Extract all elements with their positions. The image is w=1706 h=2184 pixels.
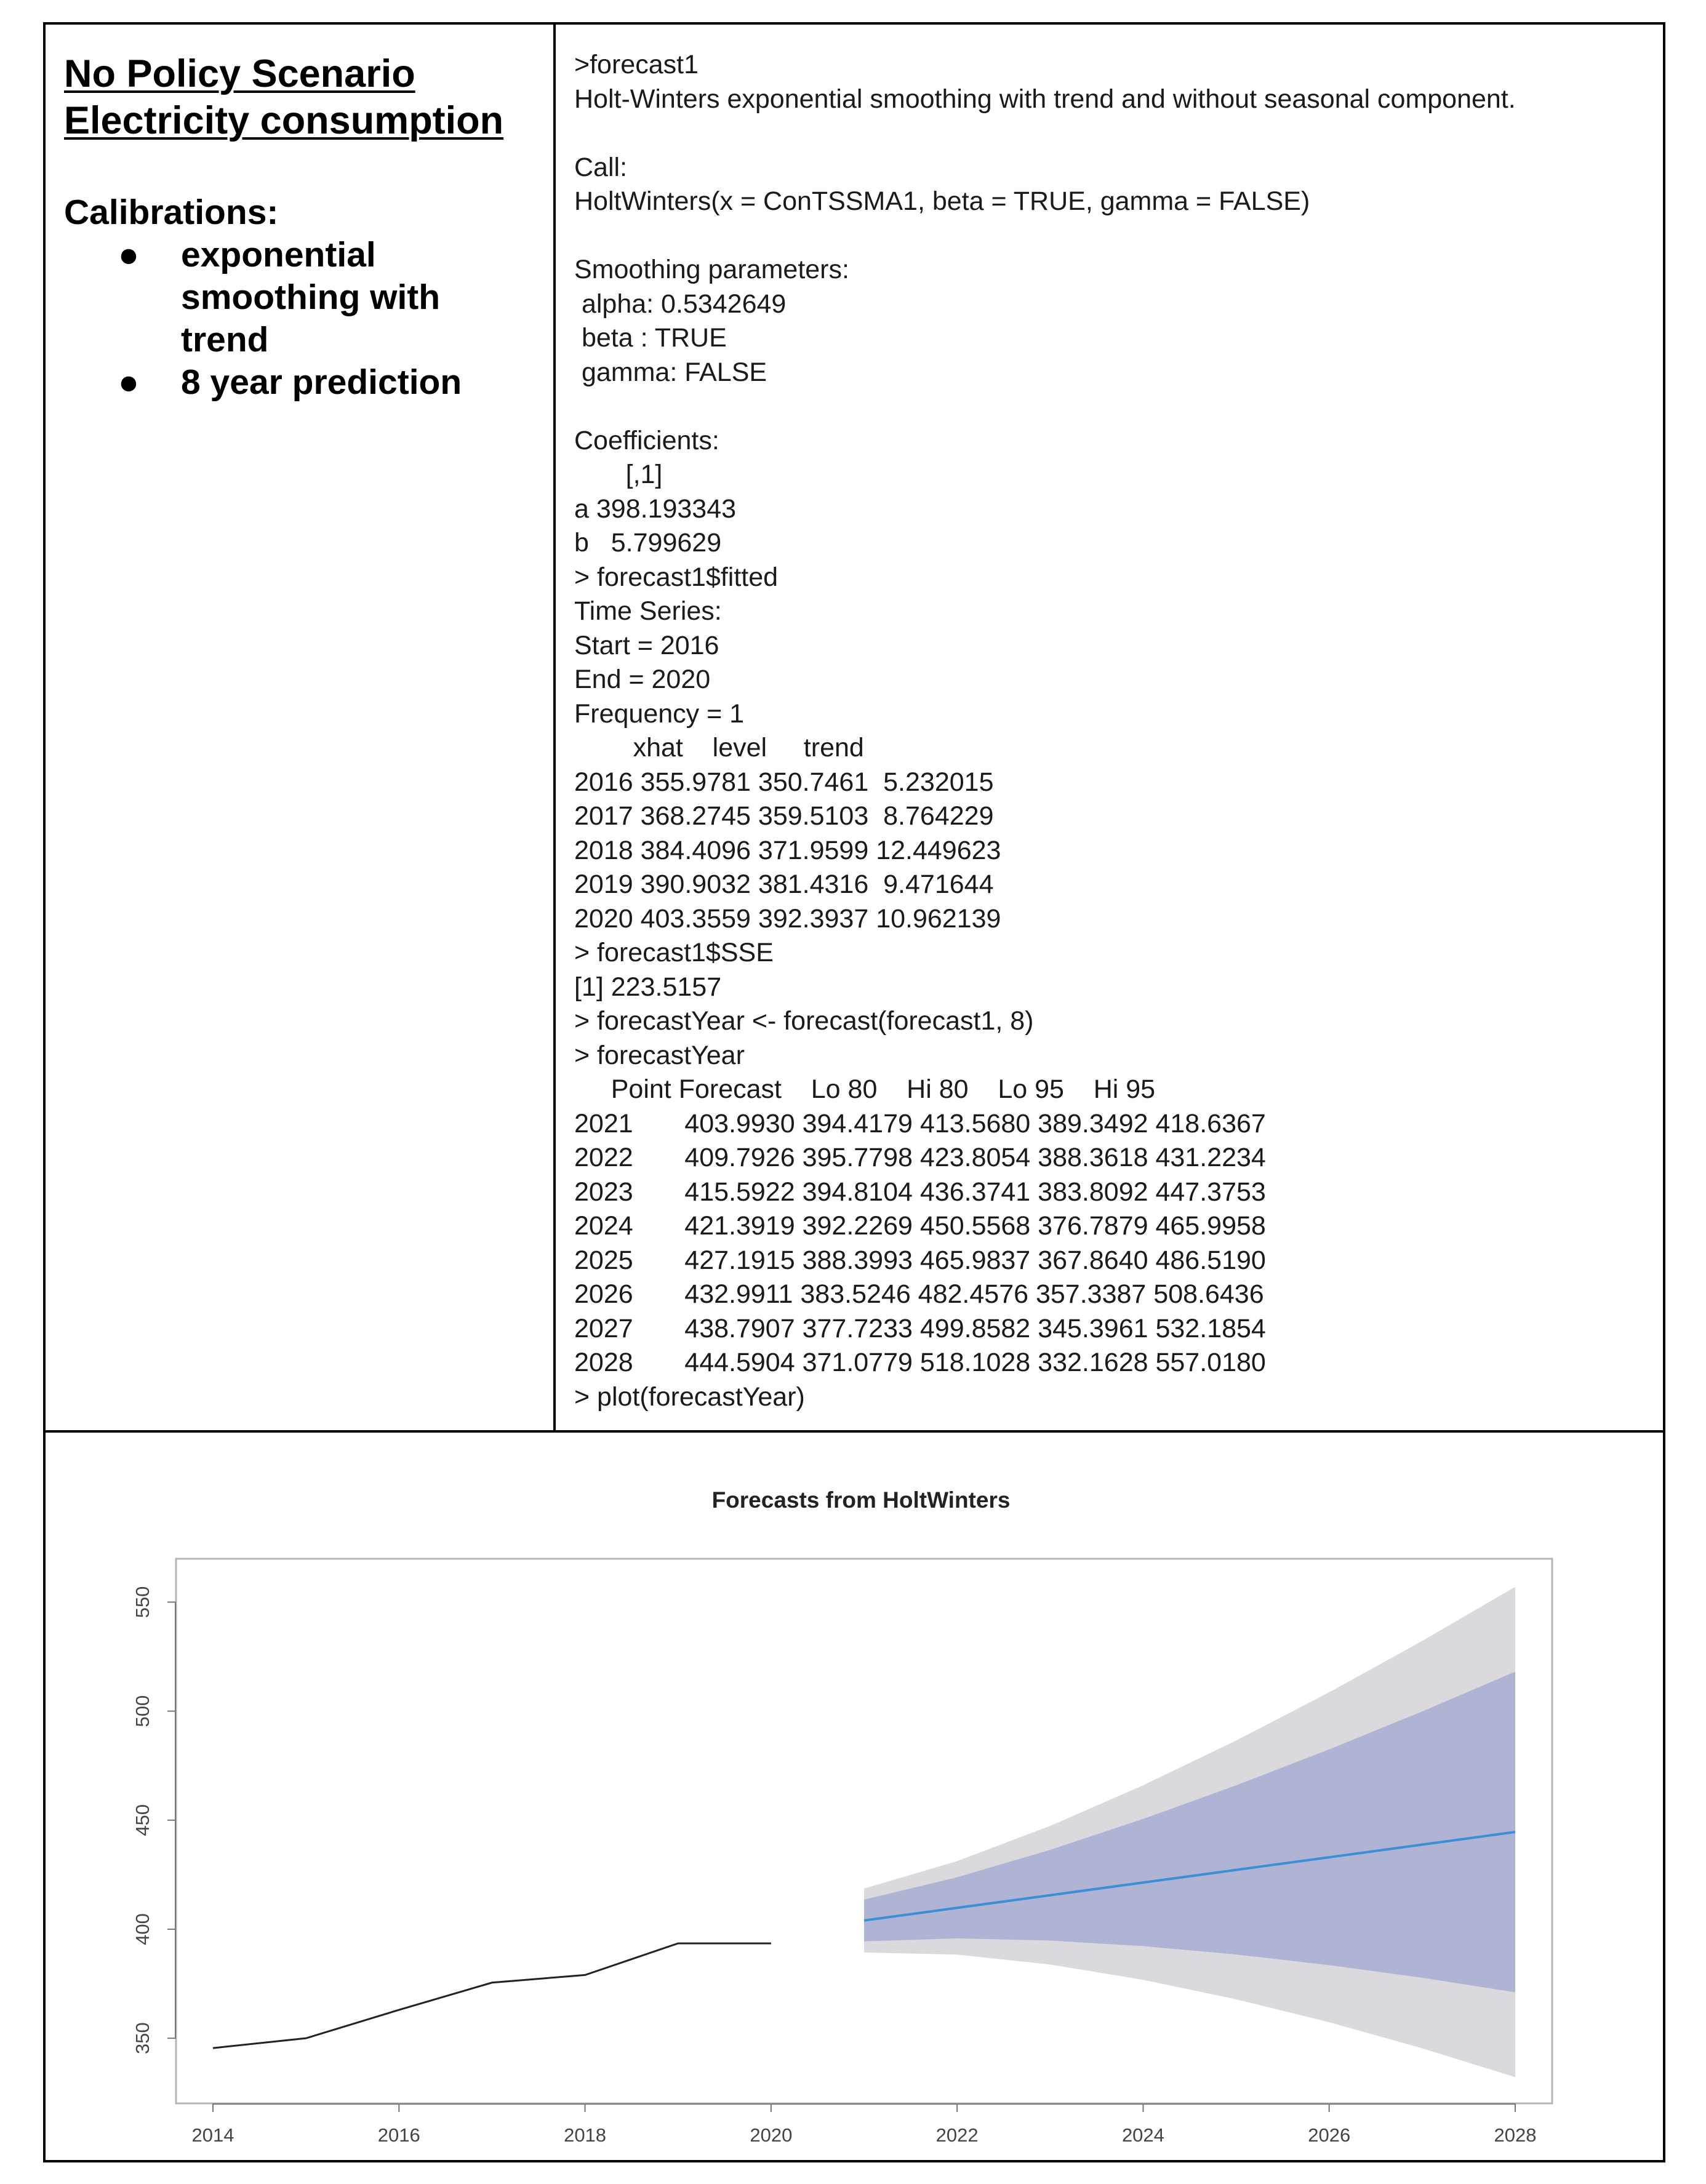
y-tick-label: 550 — [132, 1586, 153, 1618]
bullet-icon: ● — [118, 362, 140, 402]
console-line: alpha: 0.5342649 — [574, 289, 787, 319]
console-line: 2028 444.5904 371.0779 518.1028 332.1628 557.0180 — [574, 1348, 1266, 1377]
x-tick-label: 2018 — [564, 2124, 607, 2146]
console-line: 2025 427.1915 388.3993 465.9837 367.8640 486.5190 — [574, 1245, 1266, 1275]
console-line — [574, 219, 1657, 254]
list-item — [116, 234, 547, 361]
console-line: Point Forecast Lo 80 Hi 80 Lo 95 Hi 95 — [574, 1074, 1156, 1104]
calibration-text: smoothing with — [181, 278, 441, 317]
x-tick-label: 2028 — [1494, 2124, 1537, 2146]
console-line: [1] 223.5157 — [574, 972, 722, 1002]
x-tick-label: 2016 — [377, 2124, 420, 2146]
console-line: > forecast1$fitted — [574, 562, 779, 592]
console-line: Smoothing parameters: — [574, 255, 849, 284]
console-line: 2017 368.2745 359.5103 8.764229 — [574, 801, 994, 831]
console-line: a 398.193343 — [574, 494, 737, 524]
scenario-title-line1: No Policy Scenario — [64, 52, 415, 95]
console-line: 2020 403.3559 392.3937 10.962139 — [574, 903, 1001, 934]
console-line: 2022 409.7926 395.7798 423.8054 388.3618 431.2234 — [574, 1143, 1266, 1172]
calibration-text: trend — [181, 320, 269, 359]
console-line: Time Series: — [574, 596, 722, 626]
history-series-line — [213, 1943, 771, 2048]
console-line: 2021 403.9930 394.4179 413.5680 389.3492 418.6367 — [574, 1108, 1266, 1138]
console-line: >forecast1 — [574, 50, 699, 79]
document-table — [43, 22, 1665, 2162]
scenario-cell — [46, 25, 556, 1430]
console-line: 2018 384.4096 371.9599 12.449623 — [574, 835, 1001, 865]
y-tick-label: 350 — [132, 2022, 153, 2054]
calibration-text: 8 year prediction — [181, 362, 462, 402]
console-line: 2027 438.7907 377.7233 499.8582 345.3961 532.1854 — [574, 1313, 1266, 1343]
scenario-title-line2: Electricity consumption — [64, 99, 504, 142]
y-tick-label: 400 — [132, 1913, 153, 1945]
console-line: 2026 432.9911 383.5246 482.4576 357.3387 508.6436 — [574, 1279, 1264, 1309]
console-line: Holt-Winters exponential smoothing with trend and without seasonal component. — [574, 84, 1516, 114]
calibrations-heading: Calibrations: — [64, 193, 279, 232]
console-line — [574, 116, 1657, 151]
x-tick-label: 2026 — [1308, 2124, 1351, 2146]
console-line: gamma: FALSE — [574, 357, 767, 387]
console-line: 2023 415.5922 394.8104 436.3741 383.8092 447.3753 — [574, 1177, 1266, 1207]
console-cell — [556, 25, 1663, 1430]
console-line: xhat level trend — [574, 733, 864, 762]
console-line: Call: — [574, 152, 628, 182]
console-line: 2019 390.9032 381.4316 9.471644 — [574, 870, 994, 899]
console-line: > forecastYear — [574, 1040, 745, 1070]
console-line — [574, 390, 1657, 424]
console-line: Coefficients: — [574, 425, 719, 455]
console-line: b 5.799629 — [574, 528, 722, 558]
chart-title: Forecasts from HoltWinters — [711, 1487, 1011, 1513]
bullet-icon: ● — [118, 235, 140, 274]
console-line: Frequency = 1 — [574, 698, 745, 729]
x-tick-label: 2014 — [191, 2124, 234, 2146]
x-tick-label: 2020 — [750, 2124, 793, 2146]
console-line: End = 2020 — [574, 665, 711, 694]
console-line: > forecastYear <- forecast(forecast1, 8) — [574, 1006, 1034, 1036]
console-line: 2016 355.9781 350.7461 5.232015 — [574, 767, 994, 797]
r-console-output — [574, 48, 1657, 1414]
calibration-text: exponential — [181, 235, 376, 274]
console-line: HoltWinters(x = ConTSSMA1, beta = TRUE, gamma = FALSE) — [574, 186, 1310, 216]
forecast-chart — [46, 1433, 1663, 2160]
console-line: beta : TRUE — [574, 323, 727, 353]
console-line: > forecast1$SSE — [574, 938, 774, 967]
console-line: > plot(forecastYear) — [574, 1382, 805, 1412]
x-tick-label: 2024 — [1121, 2124, 1164, 2146]
console-line: Start = 2016 — [574, 630, 719, 660]
console-line: 2024 421.3919 392.2269 450.5568 376.7879 465.9958 — [574, 1211, 1266, 1241]
y-tick-label: 450 — [132, 1804, 153, 1836]
scenario-title — [64, 50, 550, 144]
calibrations-list — [116, 234, 547, 404]
console-line: [,1] — [574, 460, 663, 489]
x-tick-label: 2022 — [935, 2124, 979, 2146]
list-item — [116, 361, 547, 404]
y-tick-label: 500 — [132, 1695, 153, 1727]
chart-cell — [46, 1433, 1663, 2160]
